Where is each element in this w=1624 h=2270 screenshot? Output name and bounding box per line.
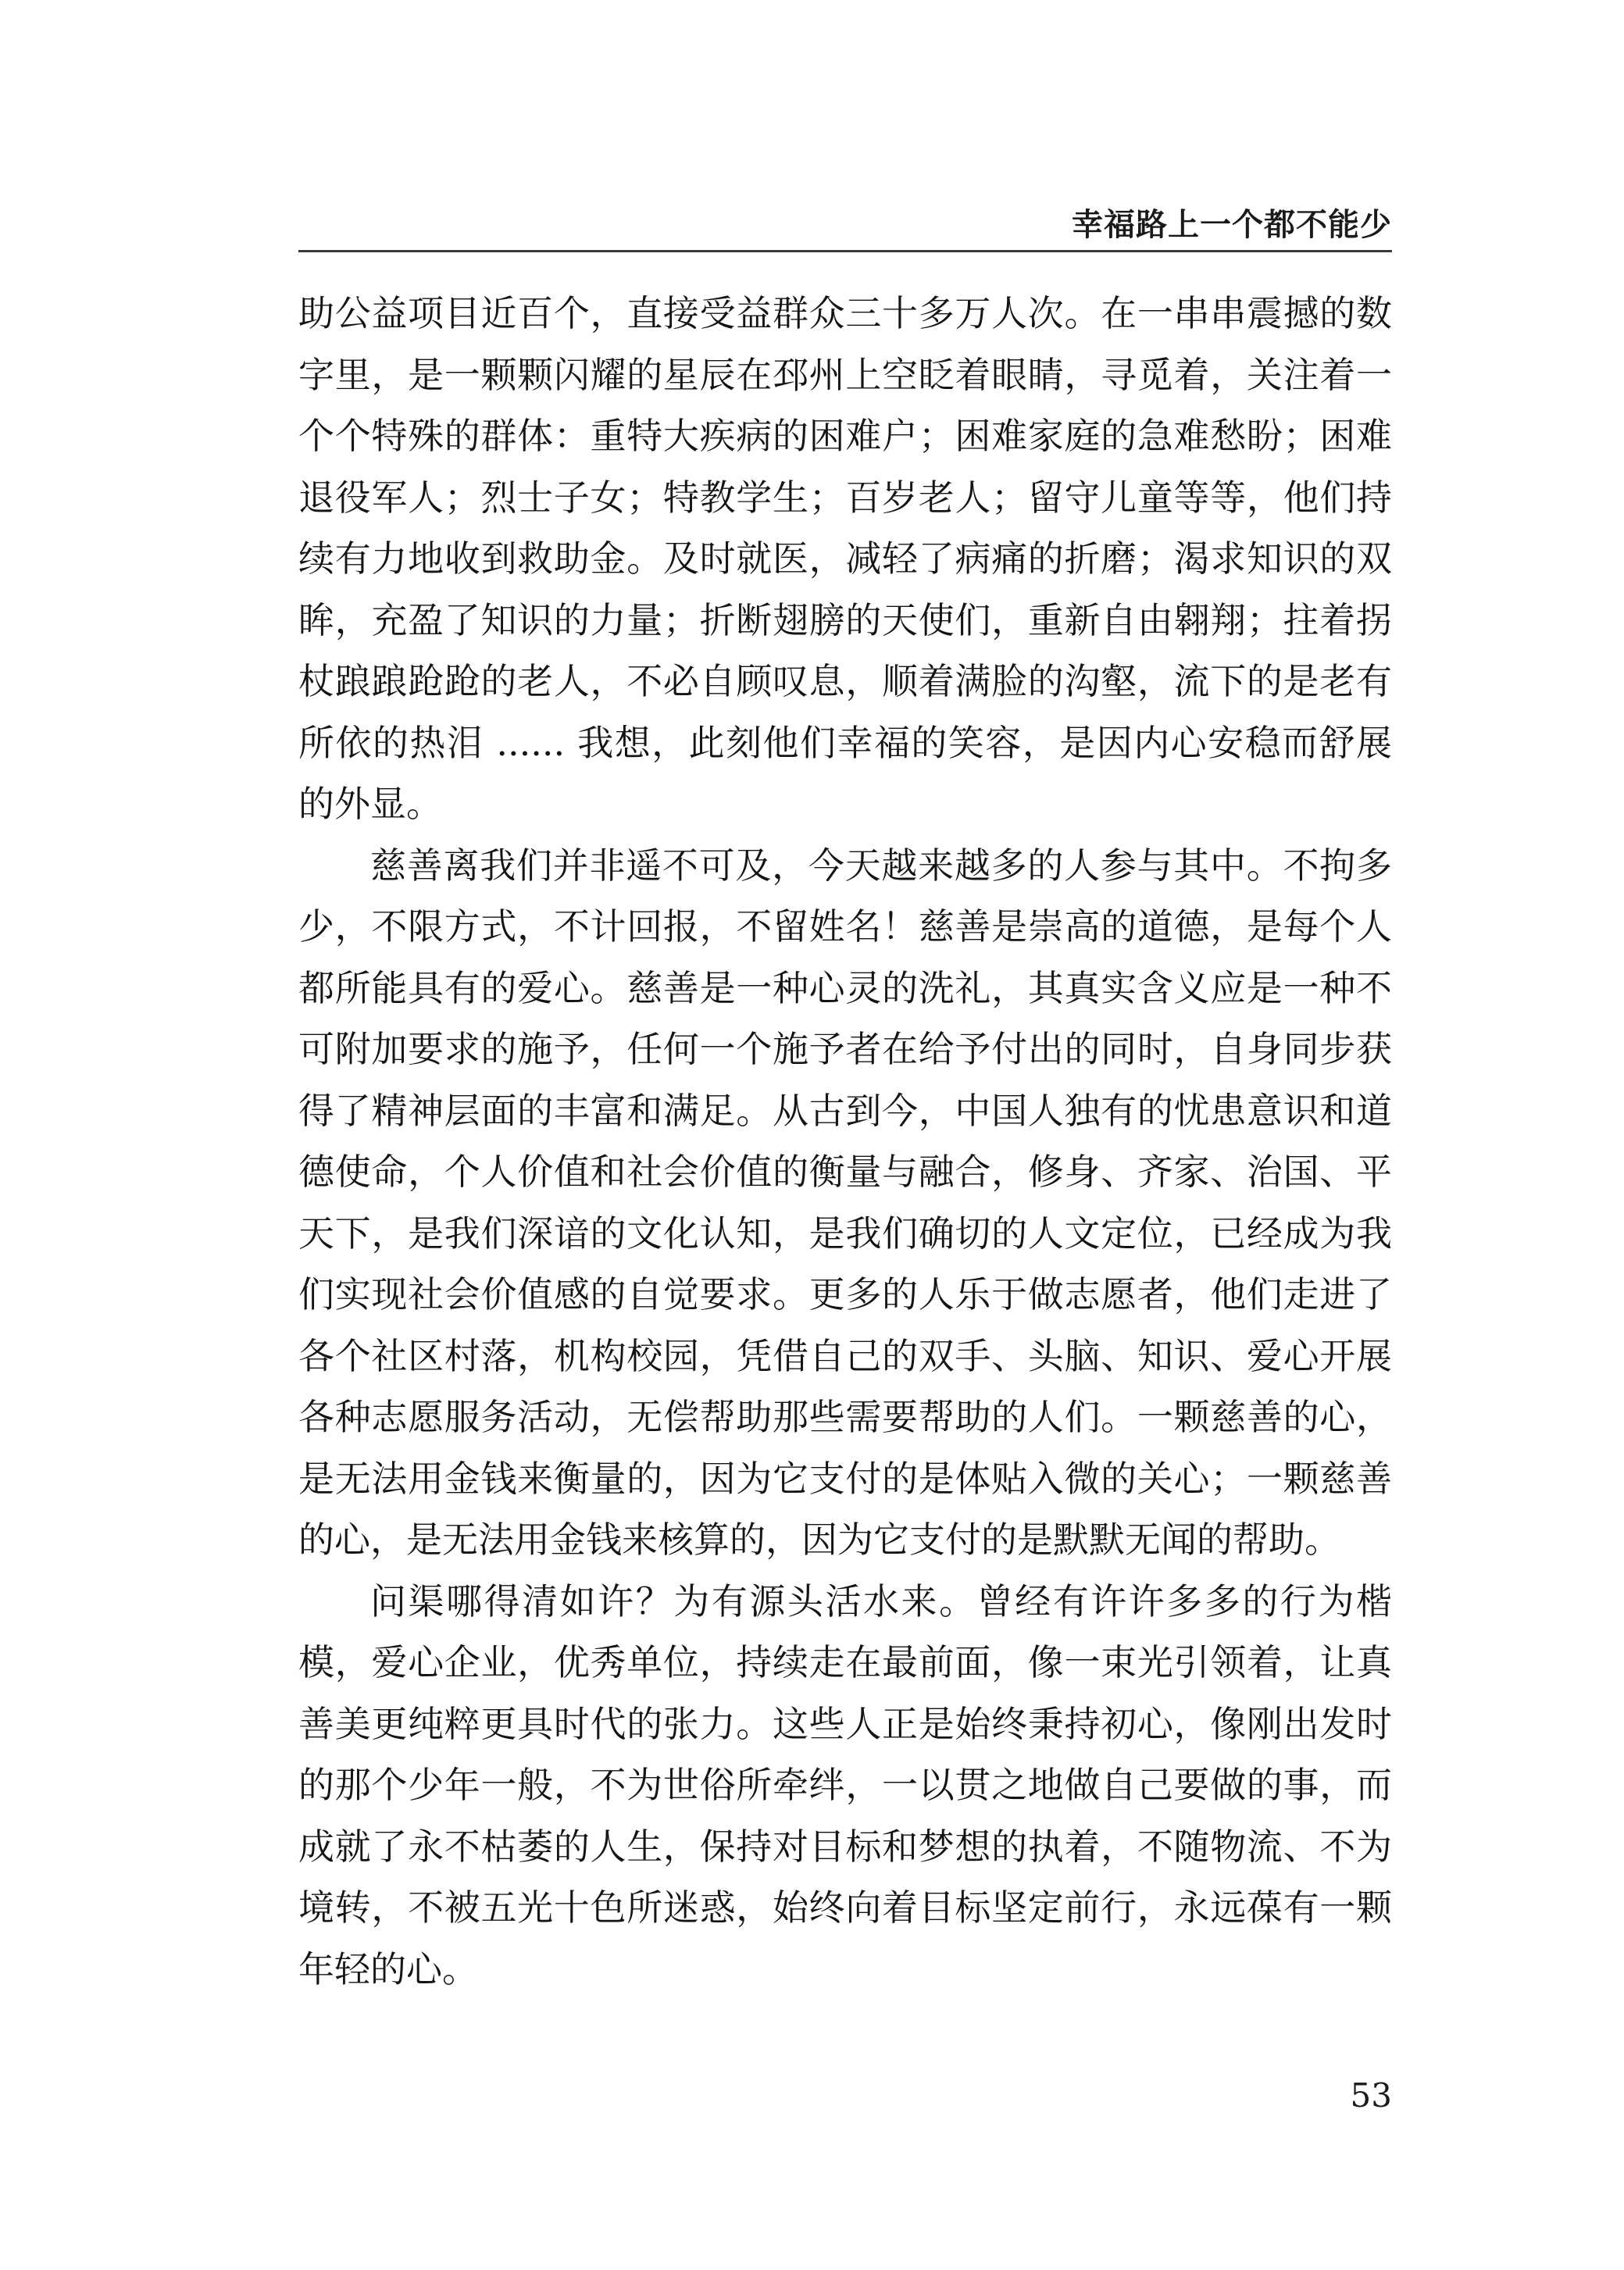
chapter-title: 幸福路上一个都不能少 [1072, 207, 1392, 243]
paragraph: 问渠哪得清如许？为有源头活水来。曾经有许许多多的行为楷模，爱心企业，优秀单位，持续走在最前面，像一束光引领着，让真善美更纯粹更具时代的张力。这些人正是始终秉持初心，像刚出发时的那个少年一般，不为世俗所牵绊，一以贯之地做自己要做的事，而成就了永不枯萎的人生，保持对目标和梦想的执着，不随物流、不为境转，不被五光十色所迷惑，始终向着目标坚定前行，永远葆有一颗年轻的心。 [298, 1579, 1392, 1990]
body-text [298, 283, 1392, 2000]
page-number: 53 [1350, 2076, 1392, 2115]
paragraph: 慈善离我们并非遥不可及，今天越来越多的人参与其中。不拘多少，不限方式，不计回报，不留姓名！慈善是崇高的道德，是每个人都所能具有的爱心。慈善是一种心灵的洗礼，其真实含义应是一种不可附加要求的施予，任何一个施予者在给予付出的同时，自身同步获得了精神层面的丰富和满足。从古到今，中国人独有的忧患意识和道德使命，个人价值和社会价值的衡量与融合，修身、齐家、治国、平天下，是我们深谙的文化认知，是我们确切的人文定位，已经成为我们实现社会价值感的自觉要求。更多的人乐于做志愿者，他们走进了各个社区村落，机构校园，凭借自己的双手、头脑、知识、爱心开展各种志愿服务活动，无偿帮助那些需要帮助的人们。一颗慈善的心，是无法用金钱来衡量的，因为它支付的是体贴入微的关心；一颗慈善的心，是无法用金钱来核算的，因为它支付的是默默无闻的帮助。 [298, 844, 1392, 1561]
paragraph-continued: 助公益项目近百个，直接受益群众三十多万人次。在一串串震撼的数字里，是一颗颗闪耀的星辰在邳州上空眨着眼睛，寻觅着，关注着一个个特殊的群体：重特大疾病的困难户；困难家庭的急难愁盼；困难退役军人；烈士子女；特教学生；百岁老人；留守儿童等等，他们持续有力地收到救助金。及时就医，减轻了病痛的折磨；渴求知识的双眸，充盈了知识的力量；折断翅膀的天使们，重新自由翱翔；拄着拐杖踉踉跄跄的老人，不必自顾叹息，顺着满脸的沟壑，流下的是老有所依的热泪 ...... 我想，此刻他们幸福的笑容，是因内心安稳而舒展的外显。 [298, 292, 1392, 825]
running-header [298, 192, 1392, 252]
